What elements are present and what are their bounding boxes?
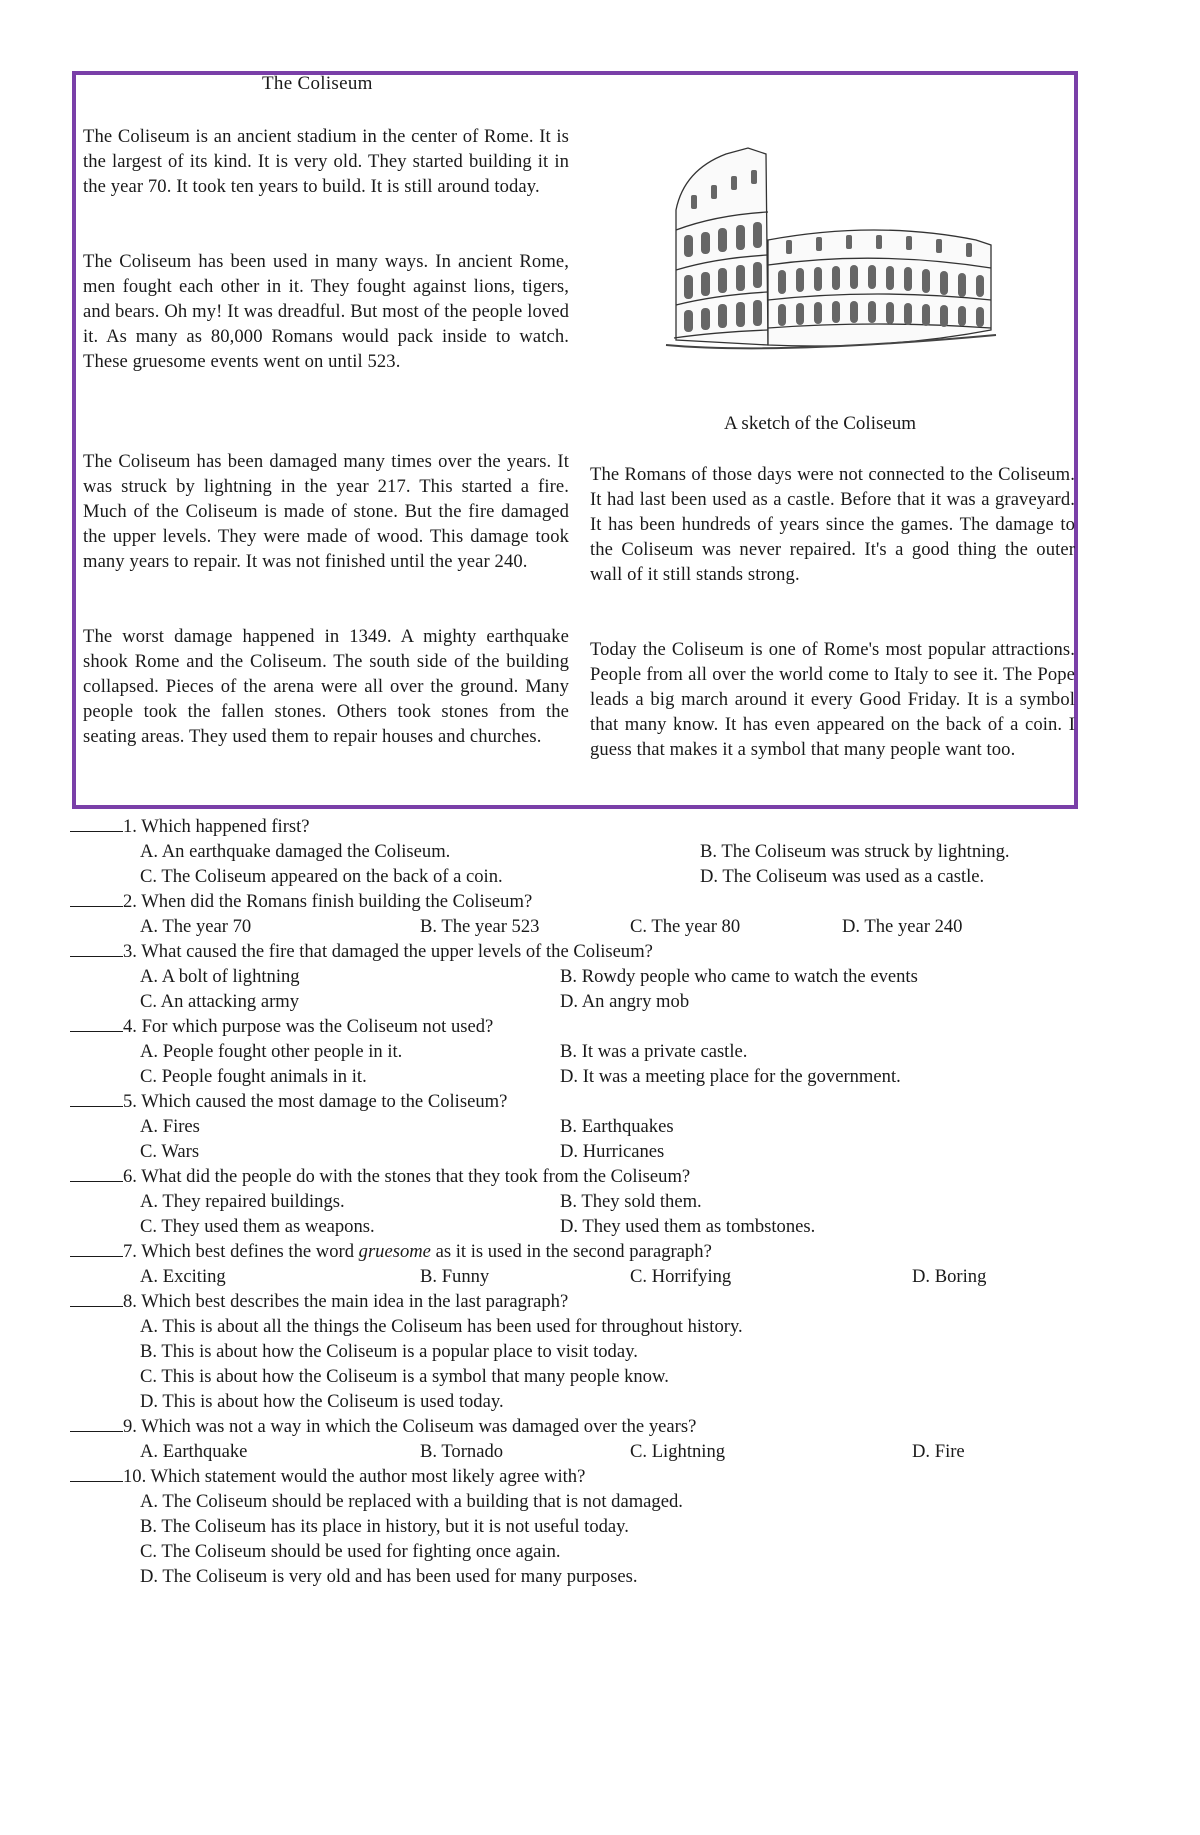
paragraph-uses: The Coliseum has been used in many ways. In ancient Rome, men fought each other in it. They fought against lions, tigers, and bears. Oh my! It was dreadful. But most of the people loved it. As many as 80,000 Romans would pack inside to watch. These gruesome events went on until 523. [83,251,569,372]
page-title: The Coliseum [262,73,373,94]
option-d: D. The Coliseum is very old and has been used for many purposes. [140,1566,638,1587]
answer-blank[interactable] [70,1289,123,1307]
question-6 [70,1164,1070,1189]
option-d: D. An angry mob [560,991,690,1012]
option-c: C. Horrifying [630,1266,732,1287]
option-a: A. Fires [140,1116,200,1137]
answer-blank[interactable] [70,1464,123,1482]
question-8 [70,1289,1070,1314]
question-stem: 4. For which purpose was the Coliseum not used? [123,1016,494,1037]
question-stem: 6. What did the people do with the stones that they took from the Coliseum? [123,1166,691,1187]
option-c: C. The year 80 [630,916,741,937]
option-a: A. People fought other people in it. [140,1041,403,1062]
option-b: B. This is about how the Coliseum is a popular place to visit today. [140,1341,638,1362]
question-4 [70,1014,1070,1039]
option-d: D. Fire [912,1441,965,1462]
option-a: A. They repaired buildings. [140,1191,345,1212]
paragraph-earthquake: The worst damage happened in 1349. A mighty earthquake shook Rome and the Coliseum. The south side of the building collapsed. Pieces of the arena were all over the ground. Many people took the fallen stones. Others took stones from the seating areas. They used them to repair houses and churches. [83,626,569,747]
question-stem: 10. Which statement would the author most likely agree with? [123,1466,586,1487]
vocab-word: gruesome [358,1241,431,1262]
paragraph-damage: The Coliseum has been damaged many times over the years. It was struck by lightning in the year 217. This started a fire. Much of the Coliseum is made of stone. But the fire damaged the upper levels. They were made of wood. This damage took many years to repair. It was not finished until the year 240. [83,451,569,572]
option-b: B. The year 523 [420,916,540,937]
option-c: C. They used them as weapons. [140,1216,375,1237]
answer-blank[interactable] [70,1414,123,1432]
option-d: D. They used them as tombstones. [560,1216,816,1237]
answer-blank[interactable] [70,1014,123,1032]
option-c: C. Lightning [630,1441,726,1462]
option-c: C. An attacking army [140,991,300,1012]
question-stem: 8. Which best describes the main idea in the last paragraph? [123,1291,569,1312]
option-c: C. People fought animals in it. [140,1066,367,1087]
question-7 [70,1239,1070,1264]
option-d: D. It was a meeting place for the government. [560,1066,901,1087]
option-a: A. The Coliseum should be replaced with a building that is not damaged. [140,1491,683,1512]
question-9 [70,1414,1070,1439]
question-stem: 9. Which was not a way in which the Coliseum was damaged over the years? [123,1416,697,1437]
question-3 [70,939,1070,964]
option-b: B. Earthquakes [560,1116,674,1137]
answer-blank[interactable] [70,814,123,832]
stem-text: 7. Which best defines the word [123,1241,359,1262]
option-b: B. Rowdy people who came to watch the events [560,966,918,987]
question-stem: 2. When did the Romans finish building the Coliseum? [123,891,533,912]
option-a: A. This is about all the things the Coliseum has been used for throughout history. [140,1316,743,1337]
option-a: A. Earthquake [140,1441,248,1462]
answer-blank[interactable] [70,889,123,907]
image-caption: A sketch of the Coliseum [724,413,917,434]
option-d: D. The year 240 [842,916,963,937]
option-c: C. This is about how the Coliseum is a symbol that many people know. [140,1366,669,1387]
question-stem: 1. Which happened first? [123,816,310,837]
coliseum-sketch-image [656,140,1006,365]
option-b: B. It was a private castle. [560,1041,748,1062]
question-stem: 3. What caused the fire that damaged the upper levels of the Coliseum? [123,941,653,962]
option-d: D. The Coliseum was used as a castle. [700,866,985,887]
option-c: C. The Coliseum appeared on the back of a coin. [140,866,503,887]
option-c: C. Wars [140,1141,200,1162]
option-a: A. Exciting [140,1266,226,1287]
option-b: B. Tornado [420,1441,504,1462]
answer-blank[interactable] [70,939,123,957]
option-c: C. The Coliseum should be used for fighting once again. [140,1541,561,1562]
question-stem: 5. Which caused the most damage to the Coliseum? [123,1091,508,1112]
paragraph-today: Today the Coliseum is one of Rome's most popular attractions. People from all over the world come to Italy to see it. The Pope leads a big march around it every Good Friday. It is a symbol that many know. It has even appeared on the back of a coin. I guess that makes it a symbol that many people want too. [590,639,1075,760]
question-5 [70,1089,1070,1114]
question-1 [70,814,1070,839]
option-b: B. Funny [420,1266,490,1287]
option-a: A. A bolt of lightning [140,966,300,987]
option-a: A. An earthquake damaged the Coliseum. [140,841,451,862]
stem-text: as it is used in the second paragraph? [430,1241,712,1262]
option-d: D. Hurricanes [560,1141,665,1162]
question-10 [70,1464,1070,1489]
paragraph-intro: The Coliseum is an ancient stadium in the center of Rome. It is the largest of its kind. It is very old. They started building it in the year 70. It took ten years to build. It is still around today. [83,126,569,197]
question-list [70,814,1070,1589]
answer-blank[interactable] [70,1239,123,1257]
paragraph-castle: The Romans of those days were not connected to the Coliseum. It had last been used as a castle. Before that it was a graveyard. It has been hundreds of years since the games. The damage to the Coliseum was never repaired. It's a good thing the outer wall of it still stands strong. [590,464,1075,585]
option-d: D. This is about how the Coliseum is used today. [140,1391,504,1412]
answer-blank[interactable] [70,1089,123,1107]
option-a: A. The year 70 [140,916,252,937]
option-b: B. The Coliseum has its place in history, but it is not useful today. [140,1516,629,1537]
option-b: B. The Coliseum was struck by lightning. [700,841,1010,862]
question-stem [123,1239,712,1264]
option-d: D. Boring [912,1266,987,1287]
question-2 [70,889,1070,914]
answer-blank[interactable] [70,1164,123,1182]
option-b: B. They sold them. [560,1191,702,1212]
